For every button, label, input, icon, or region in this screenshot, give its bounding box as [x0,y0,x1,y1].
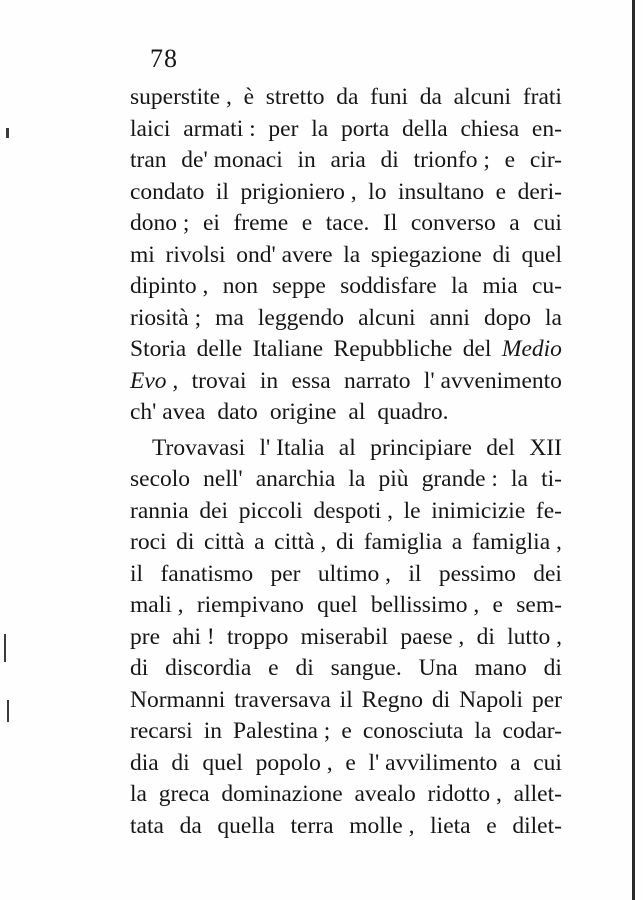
word: al [338,434,356,461]
word: principiare [370,434,472,461]
word: lieta [430,812,471,839]
word: e [345,749,356,776]
word: a [451,529,463,555]
text-line [130,590,562,622]
word: cui [533,749,562,776]
word: la [348,466,366,492]
word: città , [274,529,327,555]
text-line [130,114,562,146]
word: prigioniero , [240,178,357,205]
word: despoti , [313,497,393,524]
word: mali , [130,592,184,618]
word: troppo [227,623,289,650]
word: cir- [529,147,562,173]
word: fe- [535,497,562,524]
word: per [268,115,299,142]
word: deri- [517,178,562,205]
word: spiegazione [370,241,482,268]
word: ultimo , [317,560,391,587]
word: e [486,812,497,839]
word: porta [340,115,390,142]
word: dilet- [512,812,562,839]
word: ch' avea [130,399,206,425]
body-text [130,82,562,842]
word: dipinto , [130,273,209,299]
word: funi [370,84,408,110]
word: famiglia , [471,529,562,555]
word: converso [410,210,496,236]
text-line [130,271,562,303]
word: alcuni [453,84,512,110]
word: ond' avere [236,241,333,268]
word: per [531,686,562,713]
word: non [222,273,258,299]
word: da [336,84,359,110]
word: allet- [513,781,562,807]
word: grande : [421,466,498,492]
word: di [130,655,149,681]
word: miserabil [300,623,389,650]
word: pessimo [438,560,516,587]
word: al [348,399,366,425]
word: molle , [349,812,415,839]
word: la [451,273,469,299]
text-line [130,397,562,429]
text-line [130,779,562,811]
word: roci [130,529,167,555]
word: di [171,749,190,776]
word: popolo , [255,749,333,776]
word: ei [202,210,220,236]
text-line [130,653,562,685]
word: l' avvenimento [423,367,562,394]
word: il [130,560,144,587]
word: dominazione [221,781,343,807]
word: recarsi [130,718,193,744]
word: di [492,241,511,268]
word: ti- [541,466,562,492]
word: dei [199,497,229,524]
word: a [254,529,265,555]
word: in [297,147,316,173]
word: fanatismo [160,560,254,587]
word: quel [317,592,358,618]
word: traversava [234,686,331,713]
word: riosità ; [130,304,202,331]
word: quadro. [377,399,449,425]
text-line [130,433,562,465]
text-line [130,145,562,177]
word: cui [533,210,562,236]
word: greca [158,781,210,807]
word: delle [196,336,243,362]
word: Repubbliche [333,336,453,362]
word: dei [533,560,562,587]
word: Normanni [130,686,226,713]
word: la [474,718,492,744]
word: e [301,210,313,236]
word: freme [233,210,289,236]
word: tran [130,147,167,173]
word: chiesa [460,115,520,142]
word: superstite , [130,84,232,110]
word: ahi ! [172,623,215,650]
text-line [130,559,562,591]
text-line [130,334,562,366]
word: di [335,529,355,555]
word: di [380,147,399,173]
text-line [130,366,562,398]
word: trovai [191,367,247,394]
word: Trovavasi [152,434,246,461]
word: dono ; [130,210,190,236]
word: riempivano [196,592,304,618]
word: bellissimo , [370,592,480,618]
word: di [295,655,314,681]
word: più [378,466,409,492]
word: e [268,655,279,681]
word: dopo [483,304,531,331]
word: la [343,241,361,268]
word: città [204,529,245,555]
text-line [130,496,562,528]
word: Palestina ; [233,718,331,744]
word: stretto [265,84,325,110]
word: e [492,592,503,618]
text-line [130,177,562,209]
word: Italiane [252,336,324,362]
word: il [408,560,422,587]
word: trionfo ; [413,147,490,173]
word: a [510,749,521,776]
word: frati [522,84,562,110]
word: e [504,147,516,173]
word: origine [269,399,337,425]
word: narrato [344,367,411,394]
word: mia [482,273,518,299]
word: nell' [203,466,243,492]
text-line [130,464,562,496]
word: Napoli [459,686,524,713]
word: mano [474,655,527,681]
text-line [130,240,562,272]
left-margin-mark [6,128,9,138]
word: lo [368,178,387,205]
page-number: 78 [150,44,178,73]
text-line [130,527,562,559]
text-line [130,716,562,748]
word: dato [217,399,258,425]
word: aria [330,147,366,173]
text-line [130,748,562,780]
word: a [509,210,520,236]
word: per [270,560,301,587]
word: da [419,84,442,110]
word: Evo , [130,367,179,394]
word: paese , [400,623,465,650]
word: pre [130,623,161,650]
word: la [545,304,562,331]
word: dia [130,749,159,776]
word: leggendo [257,304,345,331]
word: in [259,367,279,394]
word: di [176,529,195,555]
word: Storia [130,336,187,362]
word: anarchia [255,466,336,492]
word: ridotto , [427,781,502,807]
word: l' Italia [259,434,325,461]
word: cu- [531,273,562,299]
right-edge-mark [632,0,635,900]
text-line [130,82,562,114]
word: XII [529,434,562,461]
word: la [311,115,329,142]
word: Regno [361,686,423,713]
word: quel [202,749,243,776]
word: e [341,718,352,744]
word: soddisfare [340,273,437,299]
word: condato [130,178,205,205]
word: il [339,686,353,713]
word: Il [382,210,398,236]
word: sangue. [330,655,402,681]
word: laici [130,115,171,142]
word: famiglia [363,529,443,555]
word: del [462,336,492,362]
word: ma [215,304,244,331]
word: armati : [183,115,256,142]
word: rannia [130,497,189,524]
word: tace. [325,210,370,236]
word: tata [130,812,164,839]
text-line [130,685,562,717]
word: insultano [397,178,485,205]
word: la [130,781,147,807]
word: avealo [354,781,416,807]
text-line [130,303,562,335]
word: di [431,686,451,713]
word: discordia [165,655,252,681]
word: l' avvilimento [368,749,498,776]
word: alcuni [358,304,416,331]
word: seppe [272,273,326,299]
word: del [486,434,515,461]
word: codar- [502,718,562,744]
word: Medio [501,336,562,362]
word: e [495,178,507,205]
word: della [402,115,448,142]
word: essa [291,367,331,394]
word: di [543,655,562,681]
word: terra [290,812,334,839]
word: en- [531,115,562,142]
word: piccoli [238,497,303,524]
word: rivolsi [165,241,226,268]
text-line [130,622,562,654]
word: anni [429,304,470,331]
word: di [476,623,495,650]
word: da [179,812,202,839]
word: mi [130,241,155,268]
word: in [203,718,222,744]
text-line [130,811,562,843]
word: de' monaci [181,147,283,173]
word: inimicizie [431,497,526,524]
left-margin-mark [7,700,9,722]
word: quel [521,241,562,268]
word: è [243,84,254,110]
word: la [511,466,528,492]
word: lutto , [507,623,562,650]
text-line [130,208,562,240]
word: il [215,178,229,205]
word: sem- [516,592,562,618]
word: quella [217,812,275,839]
word: conosciuta [362,718,464,744]
word: le [403,497,421,524]
left-margin-mark [4,634,6,662]
word: Una [418,655,458,681]
word: secolo [130,466,191,492]
